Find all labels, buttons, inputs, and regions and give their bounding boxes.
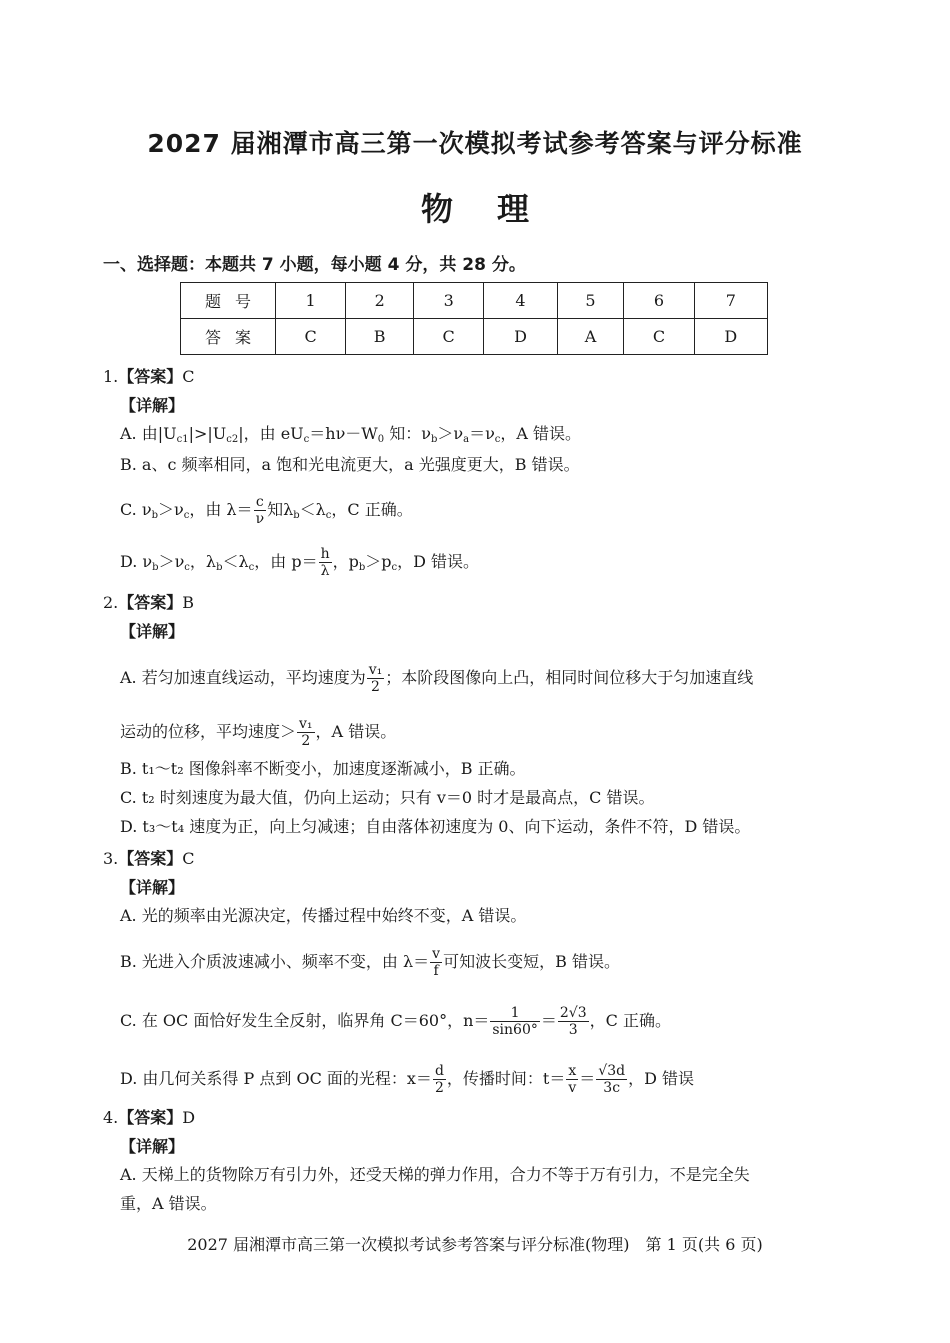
subscript: c (303, 434, 310, 445)
text-run: ＞ν (157, 500, 184, 519)
subscript: b (151, 510, 158, 521)
answer-value: C (182, 849, 195, 868)
answer-tag: 【答案】 (118, 593, 183, 612)
fraction (319, 546, 332, 579)
table-label-answer: 答案 (181, 319, 276, 355)
text-run: |>|U (188, 424, 227, 443)
denominator: f (433, 963, 439, 979)
q2-answer-line (103, 590, 194, 613)
text-run: ＝hν－W (309, 424, 378, 443)
text-run: ，λ (189, 552, 217, 571)
q2-option-a-line1 (120, 662, 753, 695)
document-title: 2027 届湘潭市高三第一次模拟考试参考答案与评分标准 (147, 129, 803, 158)
fraction (433, 1063, 446, 1096)
subscript: c1 (176, 434, 189, 445)
answer-table (180, 282, 768, 355)
fraction (367, 662, 385, 695)
answer-tag: 【答案】 (118, 1108, 183, 1127)
text-run: ＝ν (469, 424, 495, 443)
numerator: √3d (598, 1063, 626, 1079)
text-run: ＞p (365, 552, 392, 571)
q4-option-a-line2: 重，A 错误。 (120, 1194, 217, 1213)
q2-option-a-line2 (120, 716, 396, 749)
q3-option-a: A. 光的频率由光源决定，传播过程中始终不变，A 错误。 (120, 906, 527, 925)
answer-table-row-numbers (181, 283, 768, 319)
q3-detail-tag: 【详解】 (120, 878, 185, 897)
text-run: ，A 错误。 (500, 424, 582, 443)
numerator: v₁ (299, 716, 313, 732)
q1-detail-tag: 【详解】 (120, 396, 185, 415)
subscript: c (183, 510, 190, 521)
text-run: ；本阶段图像向上凸，相同时间位移大于匀加速直线 (385, 668, 754, 687)
text-run: A. 由|U (120, 424, 177, 443)
q3-option-d (120, 1063, 694, 1096)
text-run: ＜λ (222, 552, 249, 571)
question-number: 4. (103, 1108, 119, 1127)
table-cell: 7 (694, 283, 767, 319)
denominator: 3 (568, 1022, 578, 1038)
denominator: sin60° (492, 1022, 538, 1038)
text-run: ，p (332, 552, 359, 571)
text-run: 知λ (267, 500, 294, 519)
subject-heading (0, 184, 950, 230)
q1-option-b: B. a、c 频率相同，a 饱和光电流更大，a 光强度更大，B 错误。 (120, 455, 580, 474)
denominator: v (568, 1080, 577, 1096)
subscript: b (293, 510, 300, 521)
subscript: b (216, 562, 223, 573)
subscript: b (152, 562, 159, 573)
question-number: 3. (103, 849, 119, 868)
answer-value: B (182, 593, 195, 612)
answer-value: D (182, 1108, 196, 1127)
subscript: c (494, 434, 501, 445)
fraction (254, 494, 267, 527)
table-cell: 5 (557, 283, 624, 319)
text-run: ＝ (579, 1069, 596, 1088)
q2-detail-tag: 【详解】 (120, 622, 185, 641)
text-run: ，A 错误。 (315, 722, 397, 741)
text-run: D. 由几何关系得 P 点到 OC 面的光程：x＝ (120, 1069, 432, 1088)
subscript: 0 (377, 434, 385, 445)
text-run: ，C 正确。 (589, 1011, 671, 1030)
answer-value: C (182, 367, 195, 386)
denominator: ν (255, 511, 265, 527)
numerator: v₁ (368, 662, 383, 678)
table-cell: B (346, 319, 414, 355)
subject-char-2: 理 (497, 190, 530, 228)
text-run: D. ν (120, 552, 153, 571)
denominator: 2 (371, 679, 380, 695)
q4-detail-tag: 【详解】 (120, 1137, 185, 1156)
text-run: 知：ν (384, 424, 431, 443)
text-run: 可知波长变短，B 错误。 (443, 952, 620, 971)
table-cell: A (557, 319, 624, 355)
subscript: b (358, 562, 366, 573)
table-label-number: 题号 (181, 283, 276, 319)
subscript: c2 (226, 434, 239, 445)
numerator: d (434, 1063, 444, 1079)
text-run: ，C 正确。 (331, 500, 413, 519)
answer-tag: 【答案】 (118, 849, 183, 868)
text-run: ＞ν (437, 424, 464, 443)
numerator: 1 (490, 1005, 540, 1022)
text-run: C. ν (120, 500, 152, 519)
text-run: ＞ν (158, 552, 185, 571)
answer-table-row-answers (181, 319, 768, 355)
fraction (490, 1005, 540, 1038)
fraction (430, 946, 442, 979)
table-cell: 6 (624, 283, 694, 319)
q1-option-d (120, 546, 479, 579)
denominator: 2 (301, 733, 311, 749)
subscript: c (248, 562, 255, 573)
subscript: c (184, 562, 190, 573)
text-run: B. 光进入介质波速减小、频率不变，由 λ＝ (120, 952, 430, 971)
text-run: A. 若匀加速直线运动，平均速度为 (120, 668, 366, 687)
numerator: c (254, 494, 267, 511)
text-run: ，D 错误 (628, 1069, 694, 1088)
subscript: a (463, 434, 470, 445)
numerator: v (432, 946, 441, 962)
fraction (297, 716, 315, 749)
q2-option-b: B. t₁～t₂ 图像斜率不断变小，加速度逐渐减小，B 正确。 (120, 759, 526, 778)
q3-option-b (120, 946, 620, 979)
table-cell: D (484, 319, 557, 355)
denominator: 3c (603, 1080, 621, 1096)
fraction (596, 1063, 627, 1096)
text-run: 运动的位移，平均速度＞ (120, 722, 297, 741)
page-footer: 2027 届湘潭市高三第一次模拟考试参考答案与评分标准(物理) 第 1 页(共 6 页) (187, 1235, 763, 1254)
question-number: 2. (103, 593, 119, 612)
text-run: ，由 λ＝ (189, 500, 253, 519)
table-cell: 1 (276, 283, 346, 319)
answer-tag: 【答案】 (118, 367, 183, 386)
subject-char-1: 物 (420, 190, 453, 228)
denominator: λ (320, 563, 330, 579)
question-number: 1. (103, 367, 119, 386)
denominator: 2 (434, 1080, 444, 1096)
q2-option-d: D. t₃～t₄ 速度为正，向上匀减速；自由落体初速度为 0、向下运动，条件不符，D 错误。 (120, 817, 751, 836)
q4-option-a-line1: A. 天梯上的货物除万有引力外，还受天梯的弹力作用，合力不等于万有引力，不是完全失 (120, 1165, 750, 1184)
numerator: x (566, 1063, 578, 1080)
table-cell: 3 (414, 283, 484, 319)
numerator: 2√3 (559, 1005, 587, 1021)
q1-answer-line (103, 364, 195, 387)
fraction (558, 1005, 589, 1038)
table-cell: 2 (346, 283, 414, 319)
text-run: |，由 eU (238, 424, 304, 443)
table-cell: 4 (484, 283, 557, 319)
table-cell: C (276, 319, 346, 355)
text-run: ，由 p＝ (254, 552, 318, 571)
text-run: C. 在 OC 面恰好发生全反射，临界角 C＝60°，n＝ (120, 1011, 490, 1030)
subscript: c (391, 562, 398, 573)
q2-option-c: C. t₂ 时刻速度为最大值，仍向上运动；只有 v＝0 时才是最高点，C 错误。 (120, 788, 655, 807)
text-run: ，传播时间：t＝ (446, 1069, 566, 1088)
table-cell: C (414, 319, 484, 355)
q1-option-a (120, 423, 581, 451)
table-cell: C (624, 319, 694, 355)
text-run: ＝ (540, 1011, 557, 1030)
fraction (566, 1063, 578, 1096)
q1-option-c (120, 494, 413, 527)
numerator: h (320, 546, 330, 562)
subscript: b (430, 434, 438, 445)
text-run: ，D 错误。 (397, 552, 480, 571)
subscript: c (325, 510, 332, 521)
section-heading: 一、选择题：本题共 7 小题，每小题 4 分，共 28 分。 (103, 255, 526, 275)
q3-answer-line (103, 846, 195, 869)
q3-option-c (120, 1005, 671, 1038)
table-cell: D (694, 319, 767, 355)
text-run: ＜λ (299, 500, 326, 519)
q4-answer-line (103, 1105, 195, 1128)
